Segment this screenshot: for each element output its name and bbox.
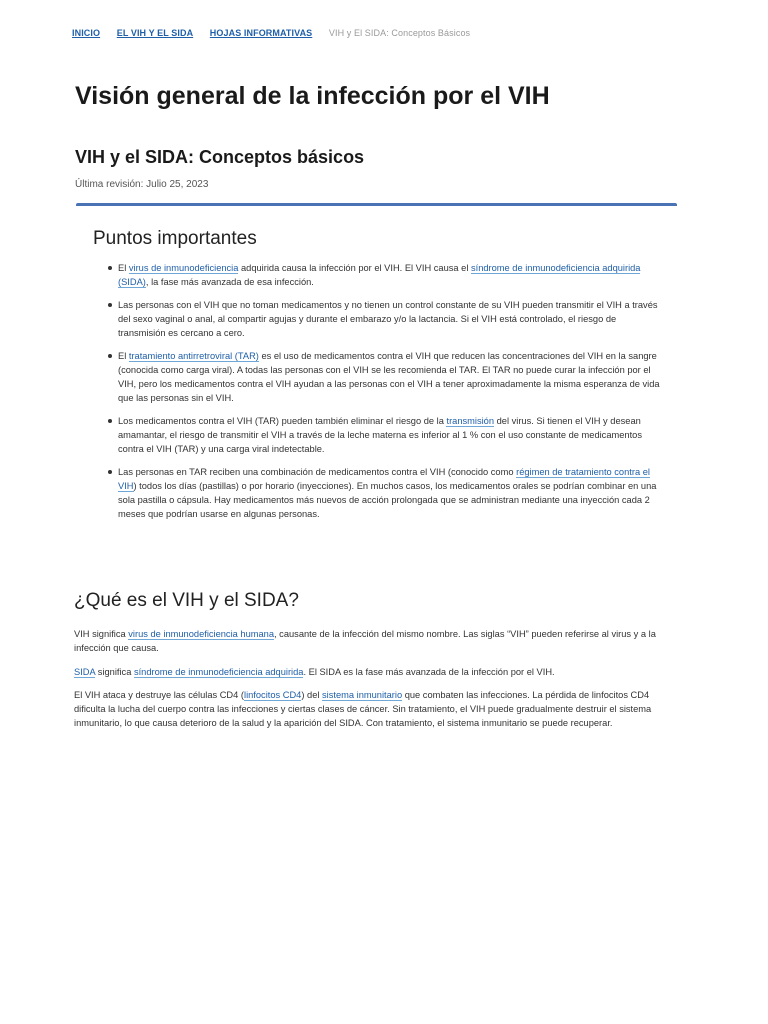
text: VIH significa xyxy=(74,629,129,639)
text: ) del xyxy=(301,690,323,700)
paragraph-vih xyxy=(74,627,680,655)
text: Las personas en TAR reciben una combinación de medicamentos contra el VIH (conocido como xyxy=(118,467,517,477)
list-item xyxy=(118,261,663,289)
text: El xyxy=(118,351,129,361)
link-virus-inmunodeficiencia-humana[interactable]: virus de inmunodeficiencia humana xyxy=(128,629,275,639)
link-linfocitos-cd4[interactable]: linfocitos CD4 xyxy=(244,690,302,700)
text: significa xyxy=(95,667,134,677)
page-title: Visión general de la infección por el VIH xyxy=(75,82,550,110)
link-tar[interactable]: tratamiento antirretroviral (TAR) xyxy=(128,351,259,361)
paragraph-sida xyxy=(74,665,680,679)
breadcrumb-link-hojas-informativas[interactable]: HOJAS INFORMATIVAS xyxy=(209,28,313,38)
list-item xyxy=(118,414,663,456)
breadcrumb-current: VIH y El SIDA: Conceptos Básicos xyxy=(328,28,471,38)
paragraph-cd4 xyxy=(74,688,680,730)
link-regimen-tratamiento[interactable]: régimen de tratamiento contra el VIH xyxy=(118,467,650,491)
page-subtitle: VIH y el SIDA: Conceptos básicos xyxy=(75,147,365,167)
text: que combaten las infecciones. La pérdida de linfocitos CD4 dificulta la lucha del cuerpo contra las infecciones y ciertas clases de cáncer. Sin tratamiento, el VIH puede gradualmente destruir el sistema inmunitario, lo que causa deterioro de la salud y la aparición del SIDA. Con tratamiento, el sistema inmunitario se puede recuperar. xyxy=(74,690,652,728)
text: , causante de la infección del mismo nombre. Las siglas “VIH” pueden referirse al virus y a la infección que causa. xyxy=(74,629,656,653)
revision-date: Última revisión: Julio 25, 2023 xyxy=(75,179,209,190)
text: El xyxy=(118,263,129,273)
link-sindrome-inmunodeficiencia[interactable]: síndrome de inmunodeficiencia adquirida xyxy=(133,667,304,677)
key-points-list xyxy=(76,261,677,521)
key-points-box xyxy=(76,203,677,530)
text: ) todos los días (pastillas) o por horario (inyecciones). En muchos casos, los medicamentos orales se podrían combinar en una sola pastilla o cápsula. Hay medicamentos más nuevos de acción prolongada que se administran mediante una inyección cada 2 meses que podrían usarse en algunas personas. xyxy=(118,481,657,519)
text: adquirida causa la infección por el VIH. El VIH causa el xyxy=(238,263,471,273)
key-points-heading: Puntos importantes xyxy=(93,228,257,249)
link-sistema-inmunitario[interactable]: sistema inmunitario xyxy=(322,690,403,700)
breadcrumb-link-inicio[interactable]: INICIO xyxy=(72,28,101,38)
link-sida-term[interactable]: SIDA xyxy=(74,667,96,677)
text: Las personas con el VIH que no toman medicamentos y no tienen un control constante de su VIH pueden transmitir el VIH a través del sexo vaginal o anal, al compartir agujas y durante el embarazo y/o la lactancia. Si el VIH está controlado, el riesgo de transmisión es cercano a cero. xyxy=(118,300,658,338)
link-transmision[interactable]: transmisión xyxy=(446,416,495,426)
link-virus-inmunodeficiencia[interactable]: virus de inmunodeficiencia xyxy=(128,263,239,273)
list-item xyxy=(118,349,663,405)
text: El VIH ataca y destruye las células CD4 ( xyxy=(74,690,244,700)
breadcrumb-link-vih-sida[interactable]: EL VIH Y EL SIDA xyxy=(116,28,194,38)
list-item xyxy=(118,465,663,521)
text: es el uso de medicamentos contra el VIH que reducen las concentraciones del VIH en la sangre (conocida como carga viral). A todas las personas con el VIH se les recomienda el TAR. El TAR no puede curar la infección por el VIH, pero los medicamentos contra el VIH ayudan a las personas con el VIH a tener aproximadamente la misma esperanza de vida que las personas sin el VIH. xyxy=(118,351,660,403)
link-sida[interactable]: síndrome de inmunodeficiencia adquirida (SIDA) xyxy=(118,263,641,287)
text: del virus. Si tienen el VIH y desean amamantar, el riesgo de transmitir el VIH a través de la leche materna es inferior al 1 % con el uso constante de medicamentos contra el VIH (TAR) y una carga viral indetectable. xyxy=(118,416,642,454)
breadcrumb xyxy=(72,28,470,38)
section-heading: ¿Qué es el VIH y el SIDA? xyxy=(74,590,299,611)
list-item xyxy=(118,298,663,340)
text: Los medicamentos contra el VIH (TAR) pueden también eliminar el riesgo de la xyxy=(118,416,447,426)
text: , la fase más avanzada de esa infección. xyxy=(145,277,314,287)
text: . El SIDA es la fase más avanzada de la infección por el VIH. xyxy=(303,667,555,677)
